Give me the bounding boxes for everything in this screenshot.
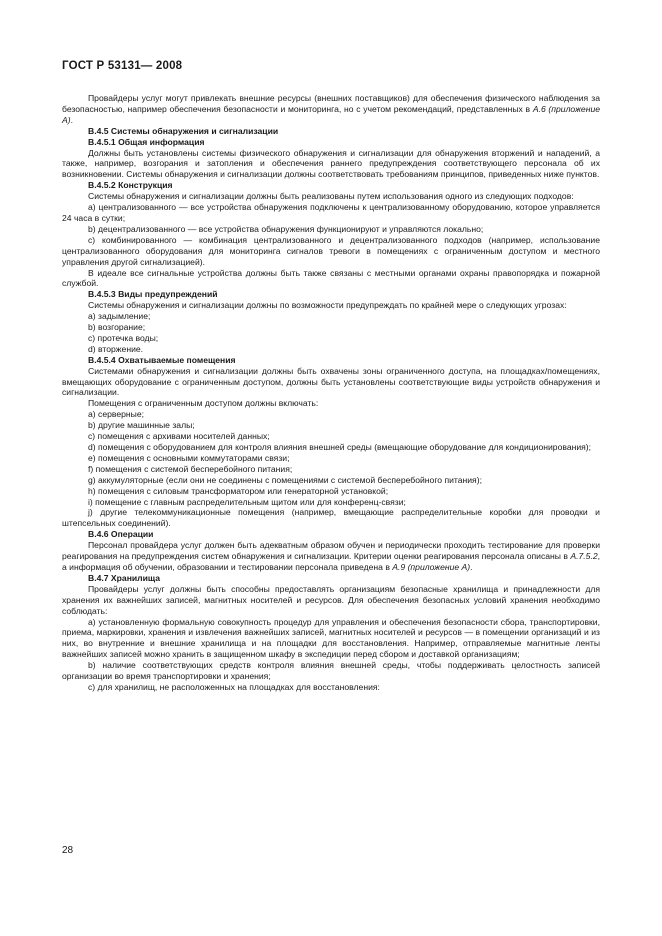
list-item: с) помещения с архивами носителей данных; bbox=[88, 431, 270, 442]
list-item: b) наличие соответствующих средств контроля влияния внешней среды, чтобы поддерживать целостность записей организации во время транспортировки и хранения; bbox=[62, 660, 600, 682]
paragraph: В идеале все сигнальные устройства должны быть также связаны с местными органами охраны правопорядка и пожарной службой. bbox=[62, 267, 600, 289]
paragraph: Системы обнаружения и сигнализации должны быть реализованы путем использования одного из следующих подходов: bbox=[88, 191, 574, 202]
list-item: i) помещение с главным распределительным щитом или для конференц-связи; bbox=[88, 496, 406, 507]
list-item: j) другие телекоммуникационные помещения (например, вмещающие распределительные коробки для проводки и штепсельных соединений). bbox=[62, 507, 600, 529]
section-heading: В.4.5.3 Виды предупреждений bbox=[88, 289, 218, 300]
paragraph: Помещения с ограниченным доступом должны включать: bbox=[88, 398, 319, 409]
list-item: а) централизованного — все устройства обнаружения подключены к централизованному оборудованию, которое управляется 24 часа в сутки; bbox=[62, 202, 600, 223]
list-item: b) возгорание; bbox=[88, 322, 146, 333]
document-header: ГОСТ Р 53131— 2008 bbox=[62, 60, 183, 72]
list-item: а) установленную формальную совокупность процедур для управления и обеспечения безопасности сбора, транспортировки, приема, маркировки, хранения и извлечения важнейших записей, магнитных носителей и ресурсов — в помещении организаций и из них, во внутренние и внешние хранилища и на площадки для восстановления. Например, отправляемые магнитные ленты важнейших записей можно хранить в защищенном шкафу в экспедиции перед сбором и доставкой организациям; bbox=[62, 616, 600, 660]
list-item: b) децентрализованного — все устройства обнаружения функционируют и управляются локально; bbox=[88, 223, 484, 234]
list-item: h) помещения с силовым трансформатором или генераторной установкой; bbox=[88, 485, 389, 496]
paragraph: Провайдеры услуг могут привлекать внешние ресурсы (внешних поставщиков) для обеспечения физического наблюдения за безопасностью, например обеспечения безопасности и мониторинга, но с учетом рекомендаций, представленных в А.6 (приложение А). bbox=[62, 93, 600, 125]
paragraph: Системы обнаружения и сигнализации должны по возможности предупреждать по крайней мере о следующих угрозах: bbox=[88, 300, 567, 311]
document-body bbox=[62, 93, 600, 693]
list-item: g) аккумуляторные (если они не соединены с помещениями с системой бесперебойного питания); bbox=[88, 474, 482, 485]
list-item: а) серверные; bbox=[88, 409, 145, 420]
list-item: b) другие машинные залы; bbox=[88, 420, 195, 431]
list-item: d) вторжение. bbox=[88, 343, 144, 354]
list-item: е) помещения с основными коммутаторами связи; bbox=[88, 452, 290, 463]
section-heading: В.4.5.2 Конструкция bbox=[88, 180, 173, 191]
paragraph: Персонал провайдера услуг должен быть адекватным образом обучен и периодически проходить тестирование для проверки реагирования на предупреждения систем обнаружения и сигнализации. Критерии оценки реагирования персонала описаны в А.7.5.2, а информация об обучении, образовании и тестировании персонала приведена в А.9 (приложение А). bbox=[62, 540, 600, 572]
paragraph: Провайдеры услуг должны быть способны предоставлять организациям безопасные хранилища и принадлежности для хранения их важнейших записей, магнитных носителей и ресурсов. Для обеспечения безопасных условий хранения необходимо соблюдать: bbox=[62, 583, 600, 616]
list-item: d) помещения с оборудованием для контроля влияния внешней среды (вмещающие оборудование для кондиционирования); bbox=[88, 442, 592, 452]
list-item: а) задымление; bbox=[88, 311, 151, 322]
paragraph: Системами обнаружения и сигнализации должны быть охвачены зоны ограниченного доступа, на площадках/помещениях, вмещающих оборудование с ограниченным доступом, должны быть установлены соответствующие виды устройств обнаружения и сигнализации. bbox=[62, 365, 600, 398]
list-item: f) помещения с системой бесперебойного питания; bbox=[88, 463, 293, 474]
section-heading: В.4.5 Системы обнаружения и сигнализации bbox=[88, 125, 279, 136]
list-item: с) для хранилищ, не расположенных на площадках для восстановления: bbox=[88, 681, 380, 692]
section-heading: В.4.5.1 Общая информация bbox=[88, 136, 205, 147]
paragraph: Должны быть установлены системы физического обнаружения и сигнализации для обнаружения вторжений и нападений, а также, например, возгорания и затопления и обеспечения раннего предупреждения соответствующего персонала об их возникновении. Системы обнаружения и сигнализации должны соответствовать требованиям принципов, приведенных ниже пунктов. bbox=[62, 147, 600, 180]
section-heading: В.4.7 Хранилища bbox=[88, 572, 161, 583]
section-heading: В.4.5.4 Охватываемые помещения bbox=[88, 354, 236, 365]
section-heading: В.4.6 Операции bbox=[88, 529, 154, 540]
page-number: 28 bbox=[62, 845, 74, 856]
list-item: с) комбинированного — комбинация централизованного и децентрализованного подходов (например, использование централизованного оборудования для мониторинга сигналов тревоги в помещениях с ограниченным доступом и местного управления другой сигнализацией). bbox=[62, 234, 600, 267]
list-item: с) протечка воды; bbox=[88, 332, 159, 343]
